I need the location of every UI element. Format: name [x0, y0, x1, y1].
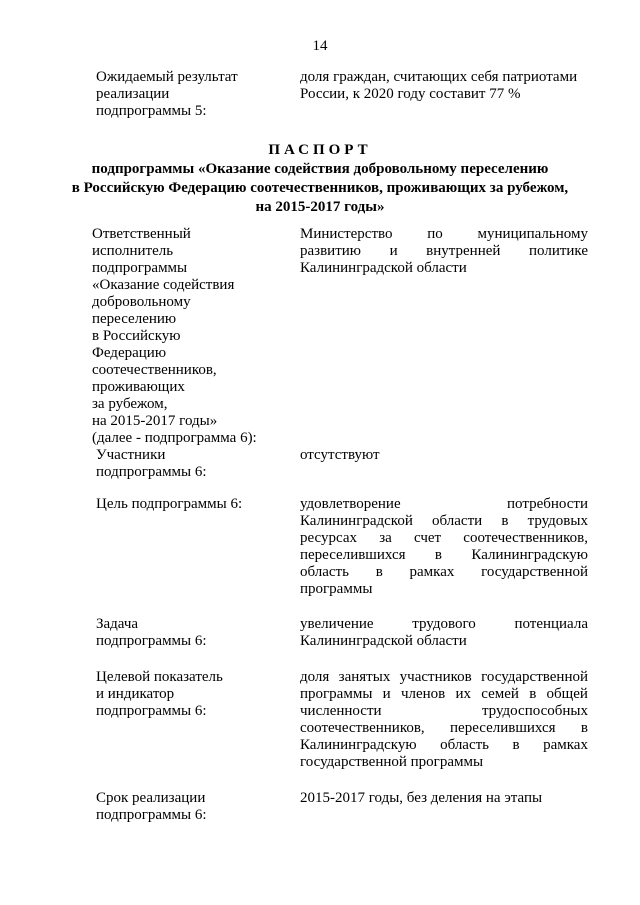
value-word: соотечественников,: [300, 720, 425, 736]
row-label: [96, 790, 291, 824]
row-label-line: Цель подпрограммы 6:: [96, 496, 243, 512]
value-word: членов: [400, 686, 446, 702]
row-label-line: подпрограммы 6:: [96, 807, 207, 823]
row-label-line: в Российскую: [92, 328, 181, 344]
value-line: [300, 564, 588, 581]
row-label-line: Задача: [96, 616, 139, 632]
value-word: за: [379, 530, 392, 546]
row-label-line: Целевой показатель: [96, 669, 223, 685]
row-label: [96, 447, 291, 481]
value-word: политике: [529, 243, 588, 259]
value-word: общей: [546, 686, 588, 702]
value-word: трудового: [412, 616, 476, 632]
expected-result-value: [300, 69, 588, 103]
value-word: их: [455, 686, 472, 702]
title-line: подпрограммы «Оказание содействия добровольному переселению: [91, 161, 549, 177]
title-line: в Российскую Федерацию соотечественников, проживающих за рубежом,: [71, 180, 569, 196]
value-line: [300, 547, 588, 564]
value-word: переселившихся: [450, 720, 556, 736]
value-line: Калининградской области: [300, 633, 467, 649]
expected-label-line: подпрограммы 5:: [96, 103, 207, 119]
row-value: [300, 226, 588, 277]
row-label-line: подпрограммы 6:: [96, 464, 207, 480]
value-word: увеличение: [300, 616, 374, 632]
row-value: [300, 496, 588, 598]
row-value: [300, 447, 588, 464]
row-label: [96, 496, 291, 513]
value-word: Калининградской: [300, 513, 413, 529]
value-line: программы: [300, 581, 373, 597]
row-label-line: подпрограммы 6:: [96, 703, 207, 719]
row-label: [96, 616, 291, 650]
value-line: [300, 616, 588, 633]
expected-label-line: реализации: [96, 86, 170, 102]
value-word: рамках: [543, 737, 588, 753]
value-line: [300, 496, 588, 513]
row-label-line: подпрограммы: [92, 260, 188, 276]
value-word: муниципальному: [477, 226, 588, 242]
row-label-line: Срок реализации: [96, 790, 206, 806]
value-line: Калининградской области: [300, 260, 467, 276]
value-word: семей: [481, 686, 519, 702]
value-line: [300, 703, 588, 720]
row-label-line: Участники: [96, 447, 166, 463]
value-word: по: [427, 226, 443, 242]
value-word: и: [382, 686, 391, 702]
value-word: Министерство: [300, 226, 393, 242]
value-word: внутренней: [426, 243, 501, 259]
value-word: государственной: [481, 669, 588, 685]
row-label-line: добровольному: [92, 294, 191, 310]
title-line: на 2015-2017 годы»: [255, 199, 385, 215]
value-word: Калининградскую: [471, 547, 588, 563]
page-number: 14: [312, 38, 328, 54]
value-word: соотечественников,: [463, 530, 588, 546]
row-value: [300, 669, 588, 771]
value-word: развитию: [300, 243, 361, 259]
row-label-line: Федерацию: [92, 345, 167, 361]
row-label: [92, 226, 287, 447]
passport-title: [60, 141, 580, 217]
value-word: потребности: [507, 496, 588, 512]
expected-value-line: доля граждан, считающих себя патриотами: [300, 69, 578, 85]
passport-subtitle: [60, 160, 580, 217]
value-word: государственной: [481, 564, 588, 580]
value-line: [300, 530, 588, 547]
value-word: переселившихся: [300, 547, 406, 563]
value-word: счет: [413, 530, 442, 546]
row-value: [300, 790, 588, 807]
value-word: трудоспособных: [481, 703, 588, 719]
value-word: Калининградскую: [300, 737, 417, 753]
row-label-line: «Оказание содействия: [92, 277, 235, 293]
value-line: [300, 720, 588, 737]
value-word: в: [512, 737, 520, 753]
passport-heading: ПАСПОРТ: [268, 142, 372, 158]
value-word: и: [389, 243, 398, 259]
expected-result-label: [96, 69, 291, 120]
value-word: область: [300, 564, 349, 580]
value-word: участников: [399, 669, 472, 685]
value-word: занятых: [338, 669, 391, 685]
expected-value-line: России, к 2020 году составит 77 %: [300, 86, 521, 102]
value-word: области: [432, 513, 483, 529]
row-label-line: (далее - подпрограмма 6):: [92, 430, 257, 446]
row-label: [96, 669, 291, 720]
value-word: удовлетворение: [300, 496, 401, 512]
value-word: рамках: [409, 564, 455, 580]
row-label-line: переселению: [92, 311, 177, 327]
value-word: программы: [300, 686, 373, 702]
value-line: [300, 686, 588, 703]
value-line: [300, 737, 588, 754]
row-value: [300, 616, 588, 650]
row-label-line: Ответственный: [92, 226, 191, 242]
value-line: отсутствуют: [300, 447, 380, 463]
value-line: 2015-2017 годы, без деления на этапы: [300, 790, 543, 806]
row-label-line: проживающих: [92, 379, 185, 395]
value-word: потенциала: [514, 616, 588, 632]
row-label-line: на 2015-2017 годы»: [92, 413, 218, 429]
row-label-line: и индикатор: [96, 686, 175, 702]
value-line: [300, 243, 588, 260]
row-label-line: соотечественников,: [92, 362, 217, 378]
value-line: [300, 226, 588, 243]
row-label-line: исполнитель: [92, 243, 174, 259]
value-word: численности: [300, 703, 382, 719]
value-word: в: [580, 720, 588, 736]
value-word: доля: [300, 669, 330, 685]
value-line: государственной программы: [300, 754, 484, 770]
value-word: в: [501, 513, 509, 529]
value-word: трудовых: [527, 513, 588, 529]
value-word: в: [375, 564, 383, 580]
value-word: область: [440, 737, 490, 753]
value-word: ресурсах: [300, 530, 357, 546]
value-word: в: [434, 547, 443, 563]
value-line: [300, 669, 588, 686]
row-label-line: подпрограммы 6:: [96, 633, 207, 649]
row-label-line: за рубежом,: [92, 396, 168, 412]
value-word: в: [529, 686, 537, 702]
value-line: [300, 513, 588, 530]
expected-label-line: Ожидаемый результат: [96, 69, 238, 85]
